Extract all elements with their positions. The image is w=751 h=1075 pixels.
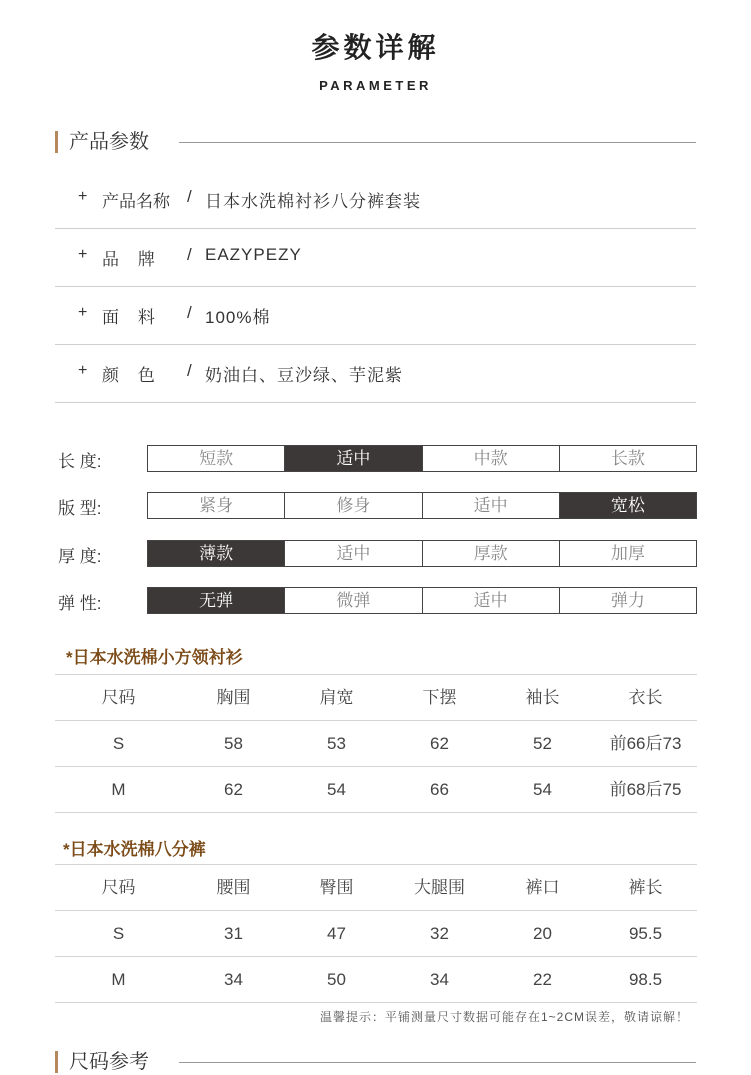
table-cell: 66 xyxy=(430,780,449,799)
param-row-name xyxy=(55,170,696,229)
scale-option: 适中 xyxy=(422,588,559,613)
param-separator: / xyxy=(187,245,192,264)
table-header-cell: 袖长 xyxy=(525,688,560,707)
table-cell: 34 xyxy=(224,970,243,989)
table-cell: S xyxy=(112,924,125,943)
shirt-table-title: *日本水洗棉小方领衬衫 xyxy=(66,648,243,667)
table-cell: 31 xyxy=(224,924,243,943)
table-header-cell: 胸围 xyxy=(216,688,251,707)
table-cell: 22 xyxy=(533,970,552,989)
table-cell: 20 xyxy=(533,924,552,943)
table-header-cell: 衣长 xyxy=(628,688,663,707)
param-value: 奶油白、豆沙绿、芋泥紫 xyxy=(205,366,403,385)
table-cell: 50 xyxy=(327,970,346,989)
page-subtitle: PARAMETER xyxy=(319,78,432,93)
table-row xyxy=(55,720,697,766)
heading-rule xyxy=(179,1062,696,1063)
heading-rule xyxy=(179,142,696,143)
table-cell: 34 xyxy=(430,970,449,989)
scale-option: 加厚 xyxy=(559,541,696,566)
plus-icon: + xyxy=(78,246,88,263)
scale-option: 弹力 xyxy=(559,588,696,613)
scale-options xyxy=(147,445,697,472)
pants-table-title: *日本水洗棉八分裤 xyxy=(63,840,206,859)
scale-options xyxy=(147,540,697,567)
table-header-cell: 裤口 xyxy=(525,878,560,897)
scale-option: 紧身 xyxy=(199,496,234,515)
table-cell: M xyxy=(111,780,126,799)
shirt-size-table xyxy=(55,674,697,813)
scale-option: 短款 xyxy=(199,449,234,468)
param-value: EAZYPEZY xyxy=(205,245,302,264)
table-cell: S xyxy=(112,734,125,753)
param-separator: / xyxy=(187,303,192,322)
table-cell: 54 xyxy=(327,780,346,799)
param-separator: / xyxy=(187,187,192,206)
scale-option-selected: 薄款 xyxy=(148,541,284,566)
scale-label: 厚 度: xyxy=(58,547,102,566)
table-cell: 62 xyxy=(224,780,243,799)
table-cell: M xyxy=(111,970,126,989)
param-key: 品 牌 xyxy=(102,250,155,269)
table-header-cell: 肩宽 xyxy=(319,688,354,707)
scale-fit xyxy=(58,492,696,519)
scale-options xyxy=(147,492,697,519)
table-header-cell: 腰围 xyxy=(216,878,251,897)
scale-option: 适中 xyxy=(284,541,421,566)
section-heading-label: 产品参数 xyxy=(69,131,149,153)
scale-option-selected: 无弹 xyxy=(148,588,284,613)
param-row-color xyxy=(55,344,696,403)
section-heading-label: 尺码参考 xyxy=(69,1051,149,1073)
param-key: 面 料 xyxy=(102,308,155,327)
table-header-cell: 臀围 xyxy=(319,878,354,897)
param-separator: / xyxy=(187,361,192,380)
scale-option: 微弹 xyxy=(284,588,421,613)
scale-option: 修身 xyxy=(284,493,421,518)
measurement-tip: 温馨提示：平铺测量尺寸数据可能存在1~2CM误差，敬请谅解！ xyxy=(319,1010,689,1024)
param-row-brand xyxy=(55,228,696,287)
table-cell: 32 xyxy=(430,924,449,943)
table-cell: 53 xyxy=(327,734,346,753)
scale-stretch xyxy=(58,587,696,614)
scale-option-selected: 适中 xyxy=(284,446,421,471)
table-cell: 52 xyxy=(533,734,552,753)
scale-label: 长 度: xyxy=(58,452,102,471)
scale-options xyxy=(147,587,697,614)
table-cell: 58 xyxy=(224,734,243,753)
scale-option: 中款 xyxy=(422,446,559,471)
table-header-cell: 裤长 xyxy=(628,878,663,897)
scale-option: 厚款 xyxy=(422,541,559,566)
param-row-fabric xyxy=(55,286,696,345)
table-cell: 98.5 xyxy=(628,970,663,989)
table-row xyxy=(55,766,697,813)
section-heading-size-reference xyxy=(55,1049,696,1075)
pants-size-table xyxy=(55,864,697,1003)
scale-option-selected: 宽松 xyxy=(559,493,696,518)
table-row xyxy=(55,910,697,956)
param-value: 日本水洗棉衬衫八分裤套装 xyxy=(205,192,421,211)
plus-icon: + xyxy=(78,304,88,321)
param-key: 产品名称 xyxy=(102,192,170,211)
table-header-cell: 下摆 xyxy=(422,688,457,707)
table-cell: 前66后73 xyxy=(609,734,682,753)
scale-option: 长款 xyxy=(559,446,696,471)
plus-icon: + xyxy=(78,362,88,379)
scale-option: 适中 xyxy=(422,493,559,518)
table-header-row xyxy=(55,864,697,910)
section-heading-product xyxy=(55,129,696,155)
table-cell: 95.5 xyxy=(628,924,663,943)
param-value: 100%棉 xyxy=(205,308,271,327)
table-header-cell: 尺码 xyxy=(101,688,136,707)
table-cell: 47 xyxy=(327,924,346,943)
table-cell: 62 xyxy=(430,734,449,753)
scale-label: 版 型: xyxy=(58,499,102,518)
heading-accent-bar xyxy=(55,131,58,153)
scale-thickness xyxy=(58,540,696,567)
heading-accent-bar xyxy=(55,1051,58,1073)
page-title: 参数详解 xyxy=(311,32,440,63)
scale-length xyxy=(58,445,696,472)
table-header-row xyxy=(55,674,697,720)
table-cell: 前68后75 xyxy=(609,780,682,799)
param-key: 颜 色 xyxy=(102,366,155,385)
table-cell: 54 xyxy=(533,780,552,799)
table-header-cell: 尺码 xyxy=(101,878,136,897)
table-header-cell: 大腿围 xyxy=(414,878,465,897)
scale-label: 弹 性: xyxy=(58,594,102,613)
table-row xyxy=(55,956,697,1003)
plus-icon: + xyxy=(78,188,88,205)
